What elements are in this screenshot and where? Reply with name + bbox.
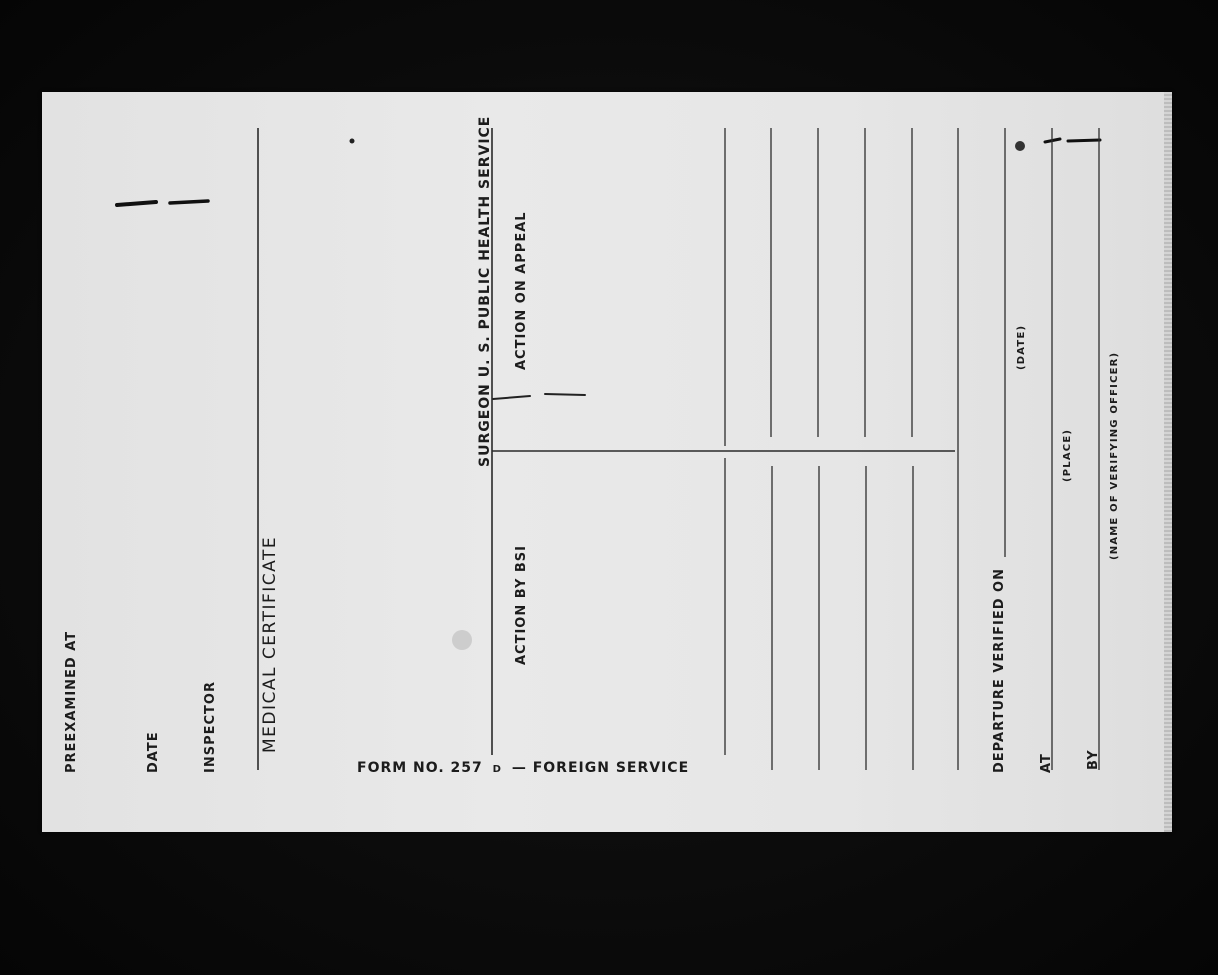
officer-caption: (NAME OF VERIFYING OFFICER)	[1109, 351, 1120, 560]
ink-mark	[117, 202, 156, 205]
departure-verified-label: DEPARTURE VERIFIED ON	[992, 568, 1007, 773]
form-service-label: — FOREIGN SERVICE	[511, 760, 690, 776]
at-label: AT	[1039, 753, 1054, 773]
date-caption: (DATE)	[1016, 324, 1027, 370]
by-label: BY	[1086, 749, 1101, 770]
ink-dot	[350, 139, 355, 144]
smudge	[452, 630, 472, 650]
ink-mark	[1045, 139, 1100, 142]
ink-mark	[493, 394, 585, 399]
action-by-bsi-label: ACTION BY BSI	[514, 544, 529, 665]
preexamined-at-label: PREEXAMINED AT	[64, 630, 79, 773]
form-number	[357, 760, 689, 776]
form-number-suffix: D	[492, 764, 502, 775]
ink-mark	[170, 201, 208, 203]
form-number-main: FORM NO. 257	[357, 760, 483, 776]
action-on-appeal-label: ACTION ON APPEAL	[514, 211, 529, 370]
place-caption: (PLACE)	[1062, 428, 1073, 482]
ink-blot	[1015, 141, 1025, 151]
surgeon-header: SURGEON U. S. PUBLIC HEALTH SERVICE	[477, 115, 493, 467]
medical-certificate-title: MEDICAL CERTIFICATE	[260, 535, 280, 753]
date-label: DATE	[146, 731, 161, 773]
inspector-label: INSPECTOR	[203, 681, 218, 773]
